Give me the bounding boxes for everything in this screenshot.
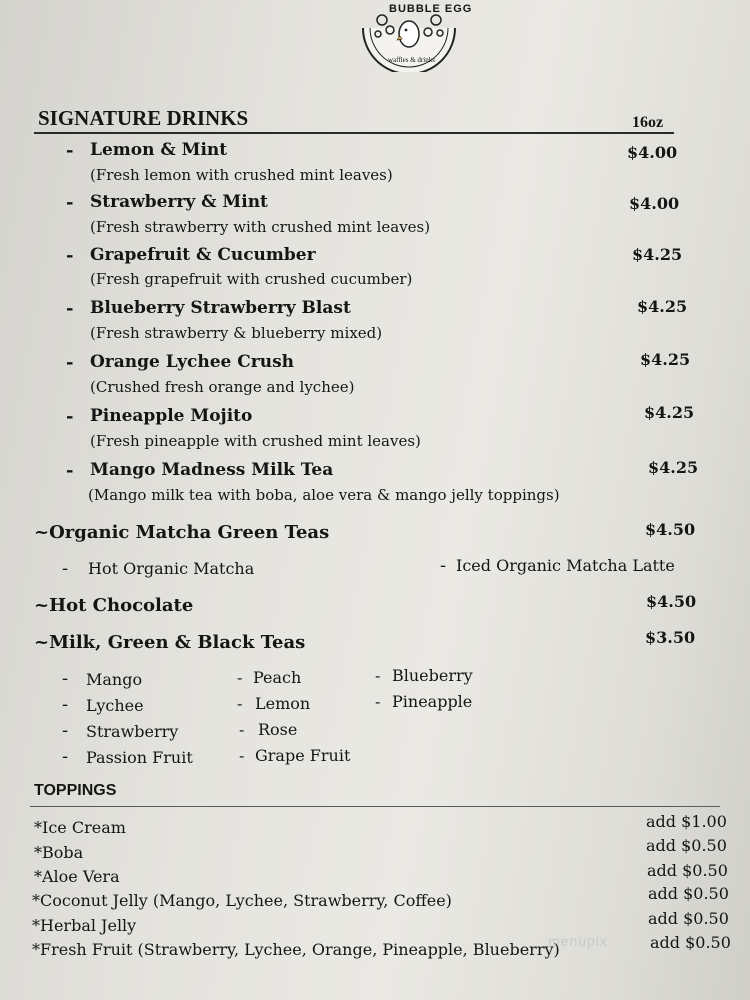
bullet-dash: - xyxy=(62,668,69,689)
signature-divider xyxy=(34,132,674,134)
topping-price: add $0.50 xyxy=(648,884,729,903)
drink-name: Mango Madness Milk Tea xyxy=(90,460,334,480)
drink-name: Grapefruit & Cucumber xyxy=(90,245,316,265)
list-item: Lemon xyxy=(255,694,311,713)
hot-chocolate-heading: ~Hot Chocolate xyxy=(34,595,194,616)
topping-price: add $1.00 xyxy=(646,812,727,831)
list-item: Strawberry xyxy=(86,722,179,741)
topping-name: *Boba xyxy=(34,843,84,862)
drink-price: $4.25 xyxy=(640,350,691,369)
logo-tagline: waffles & drinks xyxy=(388,56,435,64)
drink-description: (Fresh grapefruit with crushed cucumber) xyxy=(90,270,413,288)
drink-price: $4.00 xyxy=(629,194,680,213)
topping-name: *Coconut Jelly (Mango, Lychee, Strawberry, Coffee) xyxy=(32,891,452,910)
list-item: Rose xyxy=(258,720,298,739)
topping-name: *Herbal Jelly xyxy=(32,916,137,935)
teas-heading: ~Milk, Green & Black Teas xyxy=(34,632,306,653)
signature-drinks-heading: SIGNATURE DRINKS xyxy=(38,106,249,130)
size-label: 16oz xyxy=(632,114,664,131)
list-item: Passion Fruit xyxy=(86,748,193,767)
drink-price: $4.00 xyxy=(627,143,678,162)
bullet-dash: - xyxy=(237,668,243,687)
bullet-dash: - xyxy=(62,558,69,579)
list-item: Grape Fruit xyxy=(255,746,351,765)
drink-name: Orange Lychee Crush xyxy=(90,352,295,372)
bullet-dash: - xyxy=(375,692,381,711)
bullet-dash: - xyxy=(62,694,69,715)
drink-price: $4.25 xyxy=(648,458,699,477)
topping-name: *Ice Cream xyxy=(34,818,126,837)
drink-name: Strawberry & Mint xyxy=(90,192,268,212)
drink-description: (Crushed fresh orange and lychee) xyxy=(90,378,355,396)
bullet-dash: - xyxy=(66,192,74,213)
teas-price: $3.50 xyxy=(645,628,696,647)
toppings-divider xyxy=(30,806,720,807)
bullet-dash: - xyxy=(440,555,447,576)
topping-name: *Aloe Vera xyxy=(34,867,120,886)
bullet-dash: - xyxy=(239,720,245,739)
drink-description: (Fresh lemon with crushed mint leaves) xyxy=(90,166,393,184)
bullet-dash: - xyxy=(66,460,74,481)
bullet-dash: - xyxy=(66,406,74,427)
matcha-heading: ~Organic Matcha Green Teas xyxy=(34,522,330,543)
topping-price: add $0.50 xyxy=(648,909,729,928)
drink-name: Pineapple Mojito xyxy=(90,406,253,426)
bullet-dash: - xyxy=(237,694,243,713)
matcha-price: $4.50 xyxy=(645,520,696,539)
bubble-egg-logo xyxy=(360,0,473,72)
topping-price: add $0.50 xyxy=(646,836,727,855)
drink-description: (Fresh pineapple with crushed mint leaves) xyxy=(90,432,421,450)
list-item: Peach xyxy=(253,668,302,687)
list-item: Lychee xyxy=(86,696,144,715)
drink-name: Lemon & Mint xyxy=(90,140,228,160)
hot-chocolate-price: $4.50 xyxy=(646,592,697,611)
drink-price: $4.25 xyxy=(644,403,695,422)
drink-price: $4.25 xyxy=(637,297,688,316)
matcha-option: Hot Organic Matcha xyxy=(88,559,255,578)
drink-price: $4.25 xyxy=(632,245,683,264)
logo-brand-text: BUBBLE EGG xyxy=(389,3,473,15)
topping-name: *Fresh Fruit (Strawberry, Lychee, Orange, Pineapple, Blueberry) xyxy=(32,940,560,959)
topping-price: add $0.50 xyxy=(647,861,728,880)
watermark-text: menupix xyxy=(548,933,608,949)
bullet-dash: - xyxy=(375,666,381,685)
toppings-heading: TOPPINGS xyxy=(34,782,117,799)
topping-price: add $0.50 xyxy=(650,933,731,952)
list-item: Blueberry xyxy=(392,666,473,685)
bullet-dash: - xyxy=(66,352,74,373)
list-item: Pineapple xyxy=(392,692,473,711)
bullet-dash: - xyxy=(66,298,74,319)
matcha-option: Iced Organic Matcha Latte xyxy=(456,556,675,575)
bullet-dash: - xyxy=(66,140,74,161)
bullet-dash: - xyxy=(66,245,74,266)
bullet-dash: - xyxy=(239,746,245,765)
drink-description: (Fresh strawberry & blueberry mixed) xyxy=(90,324,383,342)
list-item: Mango xyxy=(86,670,143,689)
bullet-dash: - xyxy=(62,720,69,741)
drink-description: (Fresh strawberry with crushed mint leaves) xyxy=(90,218,431,236)
bullet-dash: - xyxy=(62,746,69,767)
drink-name: Blueberry Strawberry Blast xyxy=(90,298,351,318)
drink-description: (Mango milk tea with boba, aloe vera & mango jelly toppings) xyxy=(88,486,560,504)
